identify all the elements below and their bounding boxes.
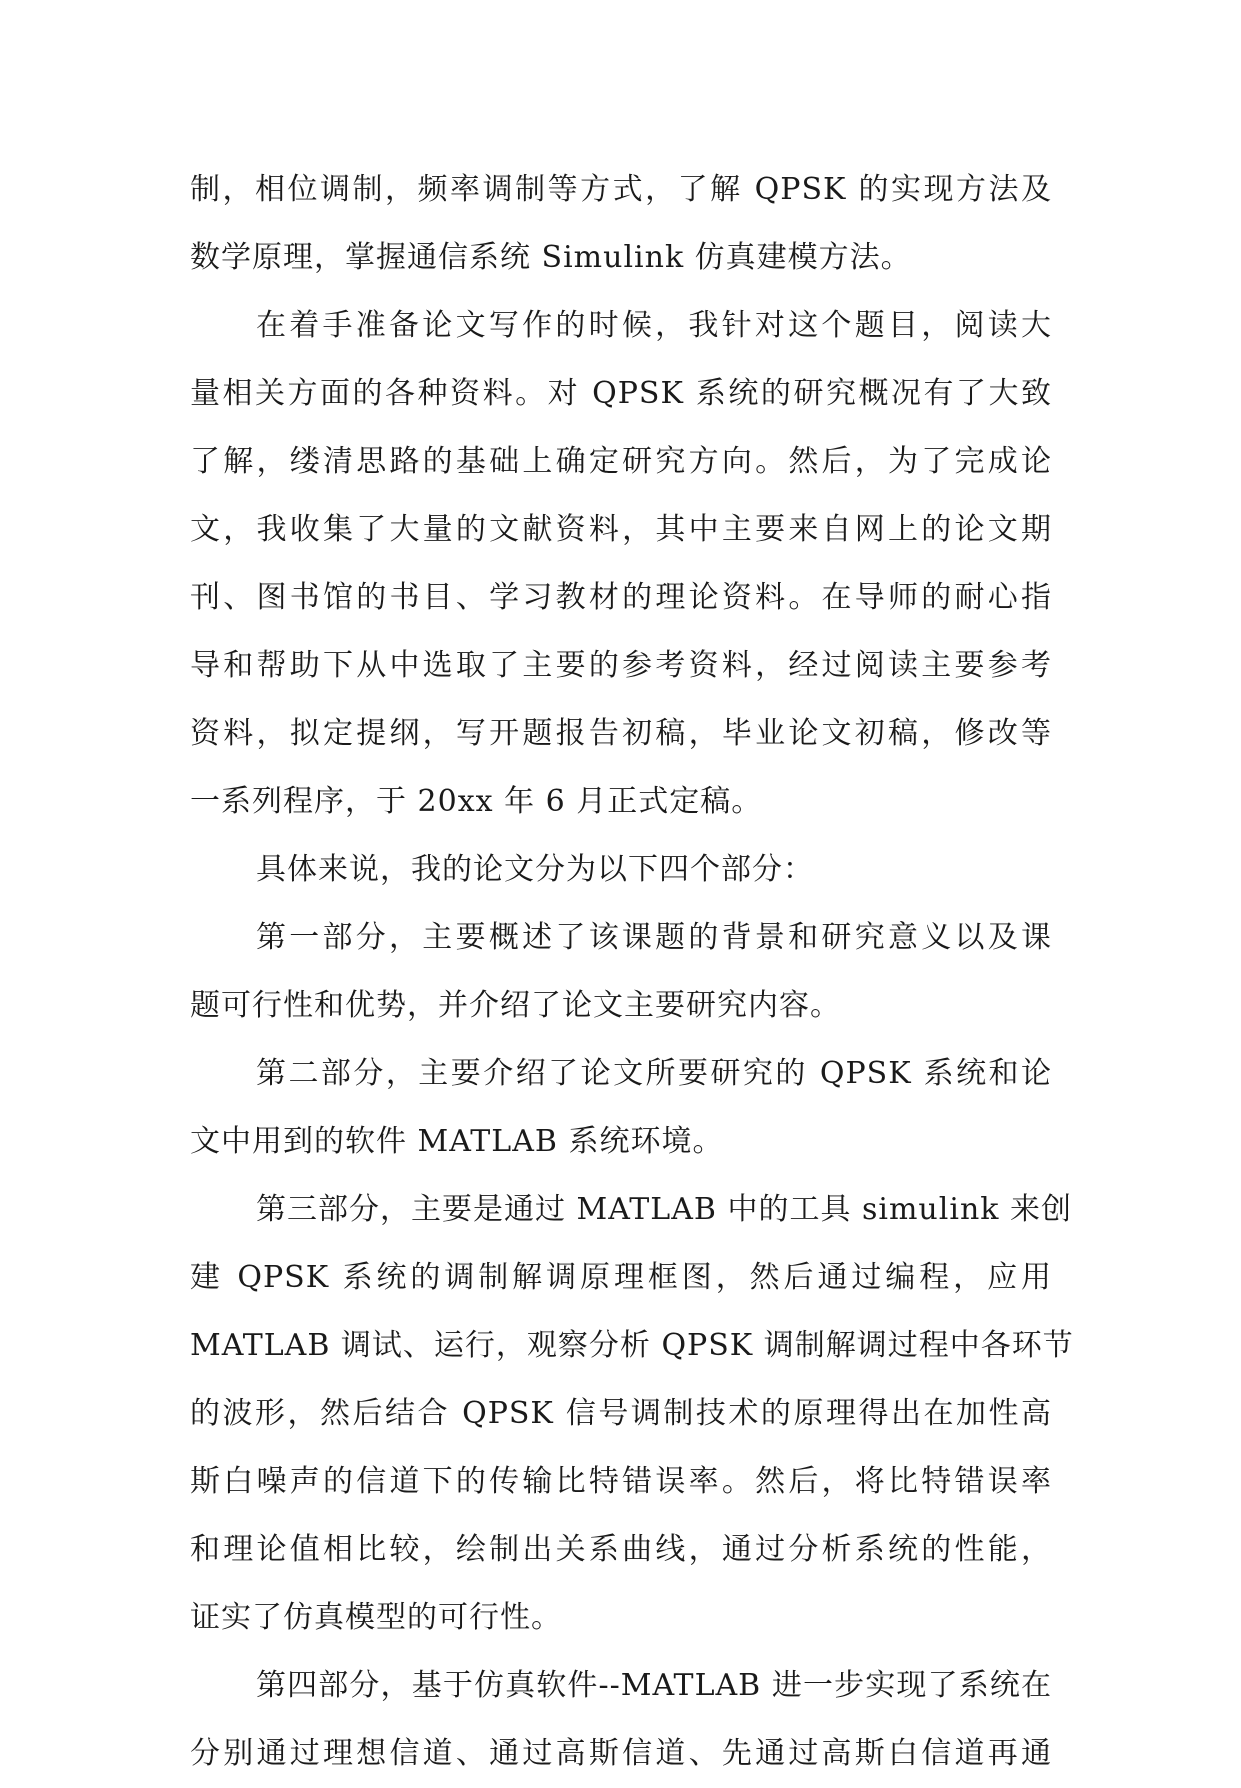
paragraph bbox=[190, 904, 1052, 1040]
text-line: 第三部分，主要是通过 MATLAB 中的工具 simulink 来创 bbox=[256, 1192, 1072, 1227]
text-line: 第二部分，主要介绍了论文所要研究的 QPSK 系统和论 bbox=[256, 1056, 1052, 1091]
paragraph bbox=[190, 1652, 1052, 1788]
text-line: 文中用到的软件 MATLAB 系统环境。 bbox=[190, 1124, 724, 1159]
paragraph bbox=[190, 836, 1052, 904]
text-line: 了解，缕清思路的基础上确定研究方向。然后，为了完成论 bbox=[190, 444, 1052, 479]
text-line: 文，我收集了大量的文献资料，其中主要来自网上的论文期 bbox=[190, 512, 1052, 547]
body-text bbox=[190, 156, 1074, 1788]
text-line: 资料，拟定提纲，写开题报告初稿，毕业论文初稿，修改等 bbox=[190, 716, 1052, 751]
text-line: 刊、图书馆的书目、学习教材的理论资料。在导师的耐心指 bbox=[190, 580, 1052, 615]
text-line: 第一部分，主要概述了该课题的背景和研究意义以及课 bbox=[256, 920, 1052, 955]
text-line: 建 QPSK 系统的调制解调原理框图，然后通过编程，应用 bbox=[190, 1260, 1052, 1295]
text-line: 数学原理，掌握通信系统 Simulink 仿真建模方法。 bbox=[190, 240, 912, 275]
text-line: 量相关方面的各种资料。对 QPSK 系统的研究概况有了大致 bbox=[190, 376, 1052, 411]
text-line: 题可行性和优势，并介绍了论文主要研究内容。 bbox=[190, 988, 841, 1023]
text-line: 制，相位调制，频率调制等方式，了解 QPSK 的实现方法及 bbox=[190, 172, 1052, 207]
text-line: 第四部分，基于仿真软件--MATLAB 进一步实现了系统在 bbox=[256, 1668, 1052, 1703]
paragraph bbox=[190, 1040, 1052, 1176]
paragraph bbox=[190, 292, 1052, 836]
text-line: 在着手准备论文写作的时候，我针对这个题目，阅读大 bbox=[256, 308, 1052, 343]
paragraph bbox=[190, 1176, 1074, 1652]
text-line: 具体来说，我的论文分为以下四个部分： bbox=[256, 852, 814, 887]
paragraph bbox=[190, 156, 1052, 292]
text-line: MATLAB 调试、运行，观察分析 QPSK 调制解调过程中各环节 bbox=[190, 1328, 1074, 1363]
text-line: 分别通过理想信道、通过高斯信道、先通过高斯白信道再通 bbox=[190, 1736, 1052, 1771]
text-line: 斯白噪声的信道下的传输比特错误率。然后，将比特错误率 bbox=[190, 1464, 1052, 1499]
text-line: 和理论值相比较，绘制出关系曲线，通过分析系统的性能， bbox=[190, 1532, 1052, 1567]
text-line: 一系列程序，于 20xx 年 6 月正式定稿。 bbox=[190, 784, 763, 819]
text-line: 的波形，然后结合 QPSK 信号调制技术的原理得出在加性高 bbox=[190, 1396, 1052, 1431]
text-line: 证实了仿真模型的可行性。 bbox=[190, 1600, 562, 1635]
text-line: 导和帮助下从中选取了主要的参考资料，经过阅读主要参考 bbox=[190, 648, 1052, 683]
